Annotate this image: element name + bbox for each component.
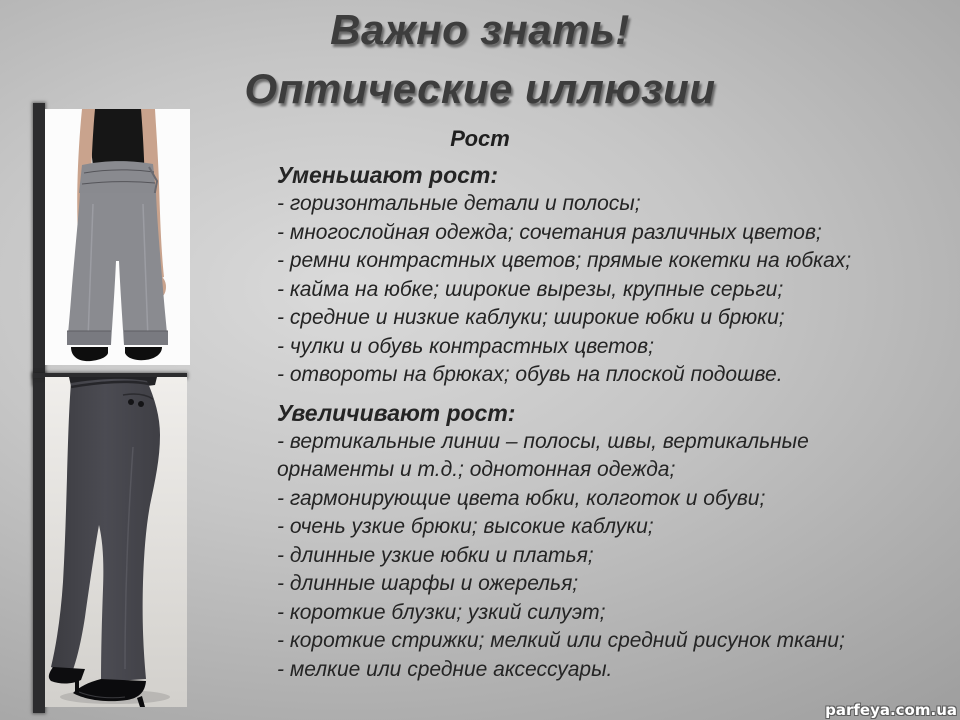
list-item: - мелкие или средние аксессуары. <box>277 657 613 681</box>
title-line-1: Важно знать! <box>330 6 630 53</box>
photo-front-shadow <box>33 103 45 385</box>
list-item: орнаменты и т.д.; однотонная одежда; <box>277 458 676 481</box>
list-item: - гармонирующие цвета юбки, колготок и обуви; <box>277 486 766 510</box>
section-heading-increase: Увеличивают рост: <box>277 399 516 426</box>
list-item: - короткие стрижки; мелкий или средний рисунок ткани; <box>277 629 845 652</box>
title-line-2: Оптические иллюзии <box>244 65 716 112</box>
increase-list <box>277 428 945 685</box>
list-item: - короткие блузки; узкий силуэт; <box>277 600 606 624</box>
slide-title <box>0 0 960 118</box>
list-item: - горизонтальные детали и полосы; <box>277 192 641 215</box>
section-decrease-height <box>277 161 945 390</box>
list-item: - очень узкие брюки; высокие каблуки; <box>277 515 654 538</box>
grey-trousers-side-photo <box>45 377 187 707</box>
list-item: - ремни контрастных цветов; прямые кокетки на юбках; <box>277 249 852 272</box>
photo-side-shadow <box>33 373 45 713</box>
grey-trousers-front-photo <box>45 109 190 365</box>
list-item: - многослойная одежда; сочетания различных цветов; <box>277 220 822 244</box>
slide-body <box>277 161 945 684</box>
side-view-illustration <box>45 377 187 707</box>
list-item: - чулки и обувь контрастных цветов; <box>277 334 654 358</box>
list-item: - длинные узкие юбки и платья; <box>277 543 594 567</box>
list-item: - вертикальные линии – полосы, швы, вертикальные <box>277 429 809 453</box>
watermark: parfeya.com.ua <box>825 701 957 719</box>
list-item: - длинные шарфы и ожерелья; <box>277 572 579 595</box>
list-item: - отвороты на брюках; обувь на плоской подошве. <box>277 363 783 386</box>
list-item: - средние и низкие каблуки; широкие юбки и брюки; <box>277 306 785 329</box>
list-item: - кайма на юбке; широкие вырезы, крупные серьги; <box>277 277 784 301</box>
front-view-illustration <box>45 109 190 365</box>
slide-subtitle: Рост <box>450 126 510 151</box>
decrease-list <box>277 190 945 390</box>
section-increase-height <box>277 399 945 685</box>
section-heading-decrease: Уменьшают рост: <box>277 162 499 188</box>
